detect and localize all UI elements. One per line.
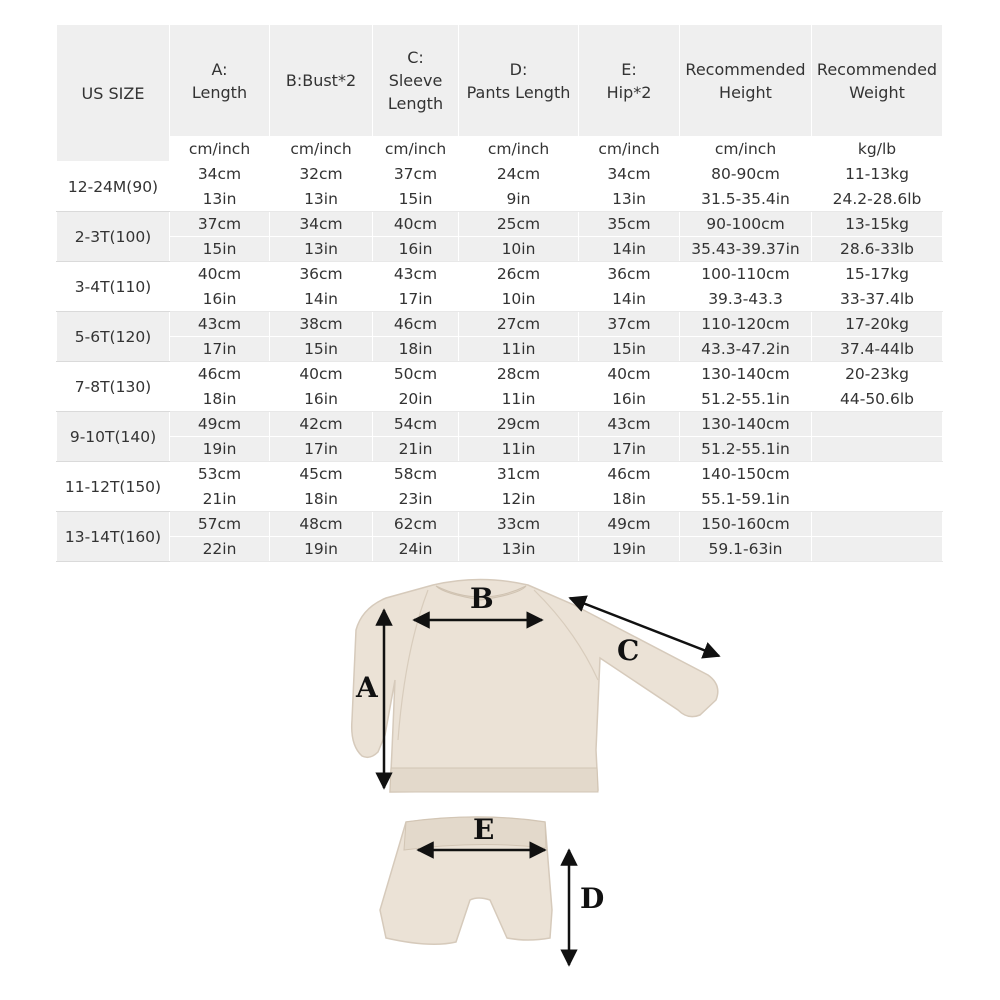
table-cell: 40cm	[170, 262, 270, 287]
table-cell: 36cm	[270, 262, 373, 287]
table-cell: 33cm	[459, 512, 579, 537]
table-cell: 110-120cm	[680, 312, 812, 337]
unit-cell: cm/inch	[680, 137, 812, 162]
table-row	[57, 362, 943, 387]
header-bust: B:Bust*2	[270, 25, 373, 137]
table-cell	[812, 512, 943, 537]
table-cell: 11in	[459, 337, 579, 362]
table-cell: 20-23kg	[812, 362, 943, 387]
label-c: C	[617, 634, 640, 667]
table-cell: 31cm	[459, 462, 579, 487]
table-row	[57, 187, 943, 212]
table-cell: 51.2-55.1in	[680, 387, 812, 412]
table-cell: 18in	[170, 387, 270, 412]
table-cell: 11-13kg	[812, 162, 943, 187]
table-cell: 43cm	[170, 312, 270, 337]
table-row	[57, 387, 943, 412]
table-row	[57, 237, 943, 262]
table-cell: 15in	[270, 337, 373, 362]
table-cell: 40cm	[373, 212, 459, 237]
unit-cell: cm/inch	[270, 137, 373, 162]
table-cell: 31.5-35.4in	[680, 187, 812, 212]
size-cell: 2-3T(100)	[57, 212, 170, 262]
table-cell: 10in	[459, 287, 579, 312]
garment-measurement-diagram	[0, 560, 1000, 1000]
table-cell: 90-100cm	[680, 212, 812, 237]
unit-cell: kg/lb	[812, 137, 943, 162]
table-row	[57, 487, 943, 512]
table-cell: 55.1-59.1in	[680, 487, 812, 512]
table-cell: 17-20kg	[812, 312, 943, 337]
table-cell: 53cm	[170, 462, 270, 487]
header-us-size: US SIZE	[57, 25, 170, 162]
label-a: A	[356, 671, 378, 704]
size-chart-table	[56, 24, 943, 562]
size-cell: 3-4T(110)	[57, 262, 170, 312]
size-cell: 12-24M(90)	[57, 162, 170, 212]
table-cell: 26cm	[459, 262, 579, 287]
table-cell: 13in	[170, 187, 270, 212]
table-cell: 24cm	[459, 162, 579, 187]
table-cell: 43.3-47.2in	[680, 337, 812, 362]
table-row	[57, 312, 943, 337]
table-cell: 19in	[170, 437, 270, 462]
size-cell: 13-14T(160)	[57, 512, 170, 562]
table-cell: 49cm	[579, 512, 680, 537]
table-cell: 33-37.4lb	[812, 287, 943, 312]
table-cell	[812, 437, 943, 462]
table-cell: 43cm	[579, 412, 680, 437]
table-cell: 48cm	[270, 512, 373, 537]
label-e: E	[473, 813, 495, 846]
size-cell: 11-12T(150)	[57, 462, 170, 512]
table-cell: 13-15kg	[812, 212, 943, 237]
table-cell: 11in	[459, 437, 579, 462]
table-row	[57, 212, 943, 237]
table-cell: 25cm	[459, 212, 579, 237]
table-row	[57, 412, 943, 437]
table-cell: 36cm	[579, 262, 680, 287]
table-cell: 140-150cm	[680, 462, 812, 487]
table-cell: 42cm	[270, 412, 373, 437]
table-cell	[812, 487, 943, 512]
table-cell: 15in	[170, 237, 270, 262]
table-cell: 57cm	[170, 512, 270, 537]
size-cell: 9-10T(140)	[57, 412, 170, 462]
table-cell: 16in	[579, 387, 680, 412]
table-cell: 11in	[459, 387, 579, 412]
table-cell: 16in	[170, 287, 270, 312]
table-cell: 34cm	[579, 162, 680, 187]
sweatshirt-hem-band	[390, 768, 598, 792]
header-recommended-weight: Recommended Weight	[812, 25, 943, 137]
units-row	[57, 137, 943, 162]
size-cell: 7-8T(130)	[57, 362, 170, 412]
unit-cell: cm/inch	[373, 137, 459, 162]
table-cell: 34cm	[170, 162, 270, 187]
table-cell: 28cm	[459, 362, 579, 387]
table-cell: 46cm	[170, 362, 270, 387]
table-cell: 13in	[270, 187, 373, 212]
table-cell: 15in	[373, 187, 459, 212]
unit-cell: cm/inch	[579, 137, 680, 162]
table-cell	[812, 537, 943, 562]
table-cell: 21in	[170, 487, 270, 512]
table-cell: 37cm	[579, 312, 680, 337]
size-cell: 5-6T(120)	[57, 312, 170, 362]
label-b: B	[470, 582, 494, 615]
table-cell: 44-50.6lb	[812, 387, 943, 412]
table-cell: 80-90cm	[680, 162, 812, 187]
table-cell: 18in	[579, 487, 680, 512]
table-cell: 17in	[270, 437, 373, 462]
header-hip: E: Hip*2	[579, 25, 680, 137]
table-cell: 17in	[579, 437, 680, 462]
table-cell: 38cm	[270, 312, 373, 337]
table-cell: 18in	[270, 487, 373, 512]
table-cell: 24in	[373, 537, 459, 562]
unit-cell: cm/inch	[459, 137, 579, 162]
table-cell: 24.2-28.6lb	[812, 187, 943, 212]
table-cell: 22in	[170, 537, 270, 562]
table-cell: 20in	[373, 387, 459, 412]
table-cell: 130-140cm	[680, 412, 812, 437]
table-cell: 62cm	[373, 512, 459, 537]
table-row	[57, 437, 943, 462]
table-cell: 45cm	[270, 462, 373, 487]
header-pants-length: D: Pants Length	[459, 25, 579, 137]
table-cell: 150-160cm	[680, 512, 812, 537]
table-row	[57, 262, 943, 287]
table-cell: 51.2-55.1in	[680, 437, 812, 462]
table-cell: 100-110cm	[680, 262, 812, 287]
table-cell: 14in	[270, 287, 373, 312]
table-cell: 13in	[270, 237, 373, 262]
table-cell: 16in	[270, 387, 373, 412]
label-d: D	[580, 882, 605, 915]
table-cell: 15-17kg	[812, 262, 943, 287]
table-cell: 17in	[373, 287, 459, 312]
table-cell: 32cm	[270, 162, 373, 187]
table-cell: 13in	[579, 187, 680, 212]
table-cell: 49cm	[170, 412, 270, 437]
table-row	[57, 462, 943, 487]
header-recommended-height: Recommended Height	[680, 25, 812, 137]
table-cell: 9in	[459, 187, 579, 212]
table-cell	[812, 462, 943, 487]
table-cell: 17in	[170, 337, 270, 362]
header-length: A: Length	[170, 25, 270, 137]
table-cell: 43cm	[373, 262, 459, 287]
shorts-image	[380, 817, 552, 944]
table-cell: 46cm	[373, 312, 459, 337]
table-cell: 14in	[579, 287, 680, 312]
table-cell: 28.6-33lb	[812, 237, 943, 262]
table-row	[57, 537, 943, 562]
table-cell: 27cm	[459, 312, 579, 337]
table-cell: 37cm	[373, 162, 459, 187]
table-row	[57, 162, 943, 187]
sweatshirt-body	[352, 580, 718, 793]
unit-cell: cm/inch	[170, 137, 270, 162]
table-cell: 37.4-44lb	[812, 337, 943, 362]
table-cell: 35cm	[579, 212, 680, 237]
table-cell: 40cm	[270, 362, 373, 387]
table-cell: 14in	[579, 237, 680, 262]
table-cell: 54cm	[373, 412, 459, 437]
table-cell: 10in	[459, 237, 579, 262]
table-cell: 59.1-63in	[680, 537, 812, 562]
table-row	[57, 512, 943, 537]
table-cell: 39.3-43.3	[680, 287, 812, 312]
table-cell: 15in	[579, 337, 680, 362]
header-sleeve-length: C: Sleeve Length	[373, 25, 459, 137]
table-cell: 50cm	[373, 362, 459, 387]
table-cell: 40cm	[579, 362, 680, 387]
header-row	[57, 25, 943, 137]
table-cell: 16in	[373, 237, 459, 262]
table-cell: 19in	[270, 537, 373, 562]
table-cell: 130-140cm	[680, 362, 812, 387]
table-cell: 23in	[373, 487, 459, 512]
table-cell: 35.43-39.37in	[680, 237, 812, 262]
table-cell: 34cm	[270, 212, 373, 237]
table-cell: 21in	[373, 437, 459, 462]
table-cell: 46cm	[579, 462, 680, 487]
table-cell: 37cm	[170, 212, 270, 237]
table-cell: 13in	[459, 537, 579, 562]
table-row	[57, 337, 943, 362]
table-cell: 12in	[459, 487, 579, 512]
table-cell: 18in	[373, 337, 459, 362]
table-cell: 58cm	[373, 462, 459, 487]
table-cell: 19in	[579, 537, 680, 562]
sweatshirt-image	[352, 580, 718, 793]
table-row	[57, 287, 943, 312]
table-cell	[812, 412, 943, 437]
table-cell: 29cm	[459, 412, 579, 437]
